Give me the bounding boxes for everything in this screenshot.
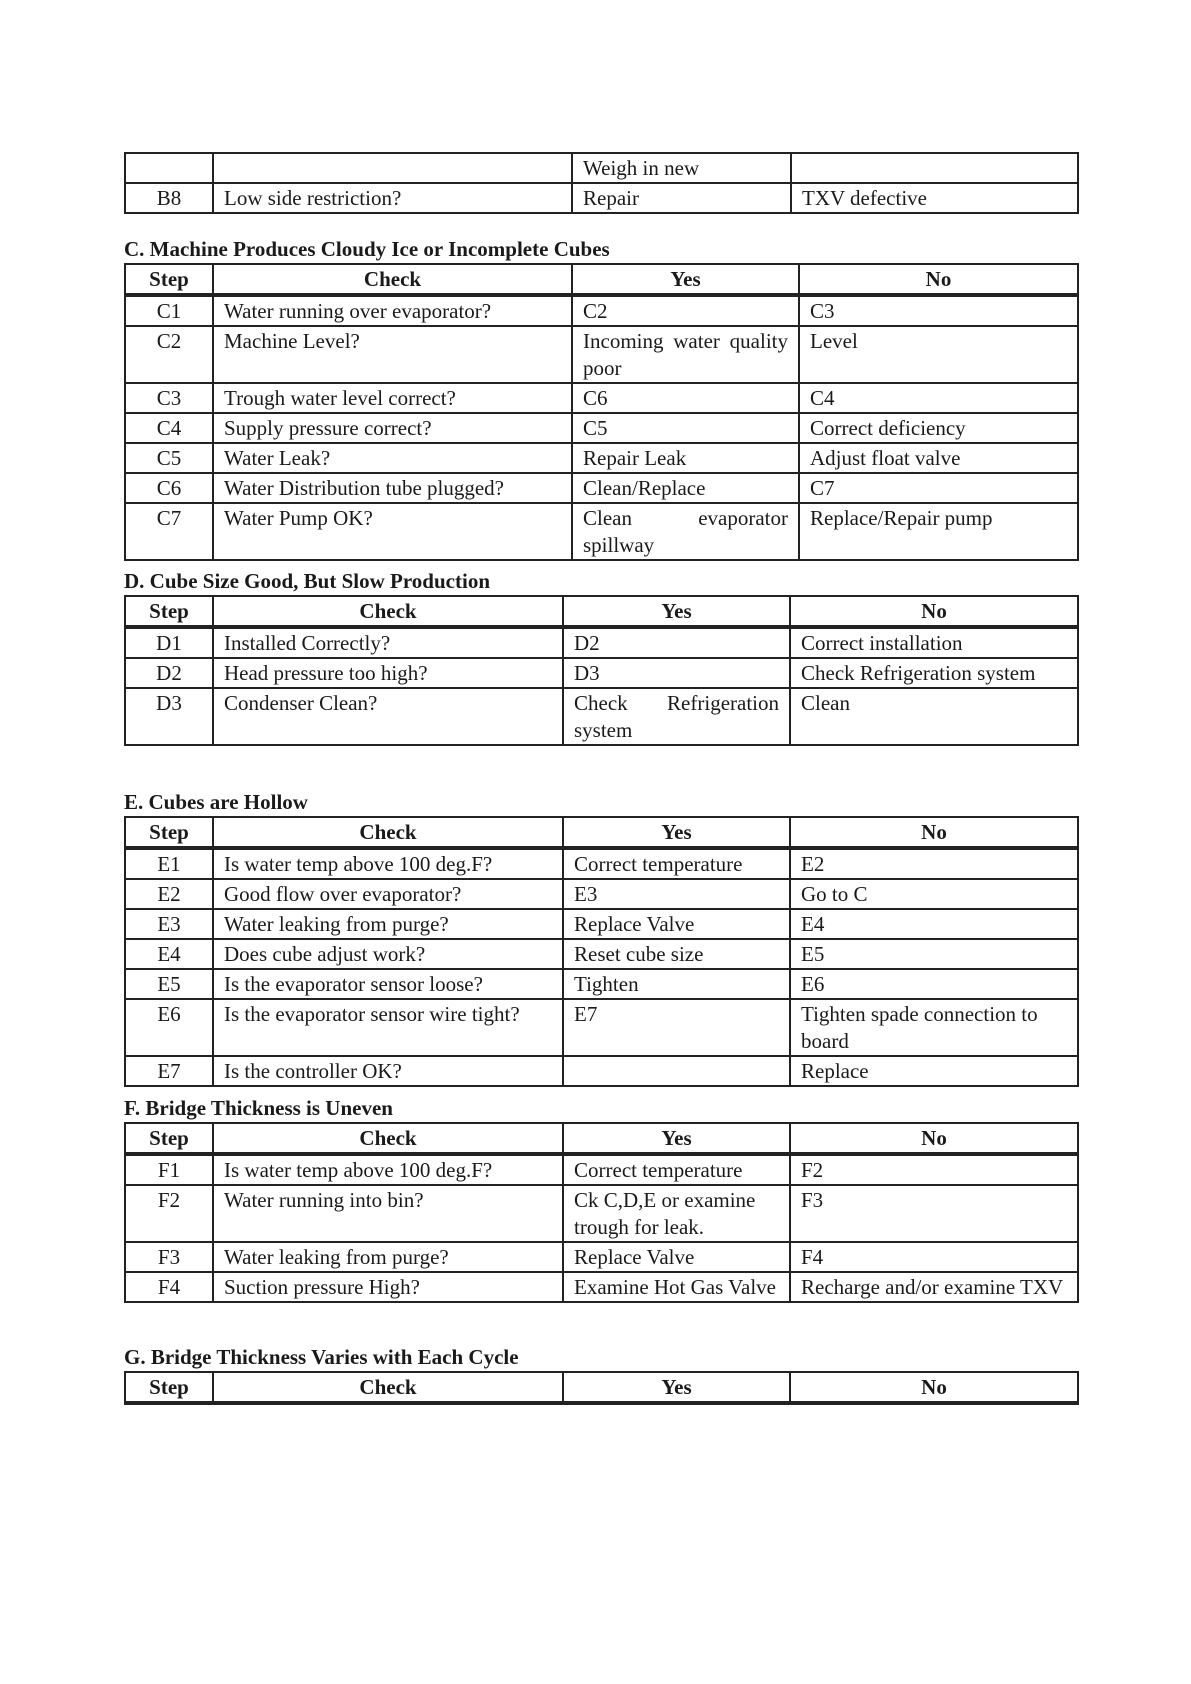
table-row — [125, 153, 1078, 183]
step-header: Step — [125, 1123, 213, 1154]
yes-header: Yes — [563, 596, 790, 627]
table-row — [125, 443, 1078, 473]
no-cell: E2 — [790, 848, 1078, 879]
no-cell: F3 — [790, 1185, 1078, 1242]
check-cell: Supply pressure correct? — [213, 413, 572, 443]
yes-header: Yes — [572, 264, 799, 295]
step-cell: C2 — [125, 326, 213, 383]
no-cell — [791, 153, 1078, 183]
table-row — [125, 879, 1078, 909]
table-row — [125, 848, 1078, 879]
yes-cell: Correct temperature — [563, 848, 790, 879]
yes-cell: Reset cube size — [563, 939, 790, 969]
check-cell: Low side restriction? — [213, 183, 572, 213]
table-row — [125, 295, 1078, 326]
no-cell: F2 — [790, 1154, 1078, 1185]
step-cell: F3 — [125, 1242, 213, 1272]
step-cell: E2 — [125, 879, 213, 909]
check-header: Check — [213, 596, 563, 627]
check-header: Check — [213, 264, 572, 295]
no-cell: E5 — [790, 939, 1078, 969]
yes-cell: C6 — [572, 383, 799, 413]
section-c-title: C. Machine Produces Cloudy Ice or Incomplete Cubes — [124, 237, 610, 261]
no-cell: Go to C — [790, 879, 1078, 909]
no-cell: C4 — [799, 383, 1078, 413]
section-f-table — [124, 1122, 1079, 1303]
step-cell: C5 — [125, 443, 213, 473]
yes-cell: D3 — [563, 658, 790, 688]
step-cell: C1 — [125, 295, 213, 326]
step-cell: D3 — [125, 688, 213, 745]
check-cell: Is water temp above 100 deg.F? — [213, 848, 563, 879]
table-row — [125, 1056, 1078, 1086]
check-cell: Trough water level correct? — [213, 383, 572, 413]
yes-cell: Repair — [572, 183, 791, 213]
check-cell: Machine Level? — [213, 326, 572, 383]
table-row — [125, 183, 1078, 213]
step-cell: F1 — [125, 1154, 213, 1185]
no-cell: Clean — [790, 688, 1078, 745]
yes-cell — [563, 1056, 790, 1086]
no-cell: Tighten spade connection to board — [790, 999, 1078, 1056]
yes-cell: Replace Valve — [563, 1242, 790, 1272]
step-cell: D2 — [125, 658, 213, 688]
section-e-table — [124, 816, 1079, 1087]
no-cell: Adjust float valve — [799, 443, 1078, 473]
no-cell: Recharge and/or examine TXV — [790, 1272, 1078, 1302]
yes-cell: Weigh in new — [572, 153, 791, 183]
yes-cell: Clean/Replace — [572, 473, 799, 503]
no-cell: Check Refrigeration system — [790, 658, 1078, 688]
step-cell: C4 — [125, 413, 213, 443]
section-f-title: F. Bridge Thickness is Uneven — [124, 1096, 393, 1120]
yes-cell: Examine Hot Gas Valve — [563, 1272, 790, 1302]
section-c-table — [124, 263, 1079, 561]
yes-cell: Repair Leak — [572, 443, 799, 473]
no-cell: E6 — [790, 969, 1078, 999]
check-cell: Is the evaporator sensor wire tight? — [213, 999, 563, 1056]
step-header: Step — [125, 817, 213, 848]
table-header-row — [125, 264, 1078, 295]
no-cell: Correct installation — [790, 627, 1078, 658]
check-cell: Water Pump OK? — [213, 503, 572, 560]
yes-header: Yes — [563, 817, 790, 848]
no-cell: Replace — [790, 1056, 1078, 1086]
yes-header: Yes — [563, 1372, 790, 1403]
check-cell: Head pressure too high? — [213, 658, 563, 688]
no-header: No — [790, 1123, 1078, 1154]
no-header: No — [799, 264, 1078, 295]
no-header: No — [790, 596, 1078, 627]
yes-cell: C2 — [572, 295, 799, 326]
step-cell: E5 — [125, 969, 213, 999]
section-e-title: E. Cubes are Hollow — [124, 790, 308, 814]
yes-cell: D2 — [563, 627, 790, 658]
yes-cell: Correct temperature — [563, 1154, 790, 1185]
step-cell: E4 — [125, 939, 213, 969]
check-cell: Water running into bin? — [213, 1185, 563, 1242]
no-cell: E4 — [790, 909, 1078, 939]
table-row — [125, 1154, 1078, 1185]
check-header: Check — [213, 817, 563, 848]
section-d-table — [124, 595, 1079, 746]
section-b-table — [124, 152, 1079, 214]
no-cell: C7 — [799, 473, 1078, 503]
yes-cell: E3 — [563, 879, 790, 909]
no-cell: Correct deficiency — [799, 413, 1078, 443]
step-cell — [125, 153, 213, 183]
check-cell: Water running over evaporator? — [213, 295, 572, 326]
yes-cell: Incoming water quality poor — [572, 326, 799, 383]
table-row — [125, 688, 1078, 745]
step-cell: E7 — [125, 1056, 213, 1086]
yes-cell: Ck C,D,E or examine trough for leak. — [563, 1185, 790, 1242]
step-header: Step — [125, 596, 213, 627]
check-header: Check — [213, 1372, 563, 1403]
table-row — [125, 999, 1078, 1056]
step-cell: F4 — [125, 1272, 213, 1302]
section-d-title: D. Cube Size Good, But Slow Production — [124, 569, 490, 593]
check-cell: Suction pressure High? — [213, 1272, 563, 1302]
step-cell: E3 — [125, 909, 213, 939]
no-cell: Level — [799, 326, 1078, 383]
check-cell: Water Distribution tube plugged? — [213, 473, 572, 503]
check-cell: Condenser Clean? — [213, 688, 563, 745]
no-header: No — [790, 817, 1078, 848]
step-header: Step — [125, 1372, 213, 1403]
table-row — [125, 939, 1078, 969]
table-header-row — [125, 1372, 1078, 1403]
table-header-row — [125, 817, 1078, 848]
yes-cell: C5 — [572, 413, 799, 443]
check-cell: Is water temp above 100 deg.F? — [213, 1154, 563, 1185]
table-header-row — [125, 1123, 1078, 1154]
table-header-row — [125, 596, 1078, 627]
no-cell: Replace/Repair pump — [799, 503, 1078, 560]
no-cell: F4 — [790, 1242, 1078, 1272]
no-header: No — [790, 1372, 1078, 1403]
section-g-title: G. Bridge Thickness Varies with Each Cycle — [124, 1345, 519, 1369]
check-cell: Water leaking from purge? — [213, 909, 563, 939]
check-cell: Does cube adjust work? — [213, 939, 563, 969]
table-row — [125, 627, 1078, 658]
table-row — [125, 503, 1078, 560]
check-cell: Is the evaporator sensor loose? — [213, 969, 563, 999]
check-cell: Installed Correctly? — [213, 627, 563, 658]
check-cell — [213, 153, 572, 183]
table-row — [125, 1242, 1078, 1272]
step-cell: D1 — [125, 627, 213, 658]
check-cell: Good flow over evaporator? — [213, 879, 563, 909]
yes-cell: Clean evaporator spillway — [572, 503, 799, 560]
table-row — [125, 1272, 1078, 1302]
step-cell: C3 — [125, 383, 213, 413]
step-cell: B8 — [125, 183, 213, 213]
check-cell: Water leaking from purge? — [213, 1242, 563, 1272]
table-row — [125, 473, 1078, 503]
table-row — [125, 326, 1078, 383]
no-cell: C3 — [799, 295, 1078, 326]
yes-cell: Replace Valve — [563, 909, 790, 939]
yes-cell: Tighten — [563, 969, 790, 999]
check-cell: Water Leak? — [213, 443, 572, 473]
step-cell: E6 — [125, 999, 213, 1056]
section-g-table — [124, 1371, 1079, 1405]
step-header: Step — [125, 264, 213, 295]
table-row — [125, 383, 1078, 413]
no-cell: TXV defective — [791, 183, 1078, 213]
yes-cell: E7 — [563, 999, 790, 1056]
step-cell: C6 — [125, 473, 213, 503]
step-cell: C7 — [125, 503, 213, 560]
table-row — [125, 658, 1078, 688]
table-row — [125, 1185, 1078, 1242]
table-row — [125, 969, 1078, 999]
check-cell: Is the controller OK? — [213, 1056, 563, 1086]
check-header: Check — [213, 1123, 563, 1154]
step-cell: F2 — [125, 1185, 213, 1242]
table-row — [125, 909, 1078, 939]
yes-cell: Check Refrigeration system — [563, 688, 790, 745]
step-cell: E1 — [125, 848, 213, 879]
yes-header: Yes — [563, 1123, 790, 1154]
table-row — [125, 413, 1078, 443]
